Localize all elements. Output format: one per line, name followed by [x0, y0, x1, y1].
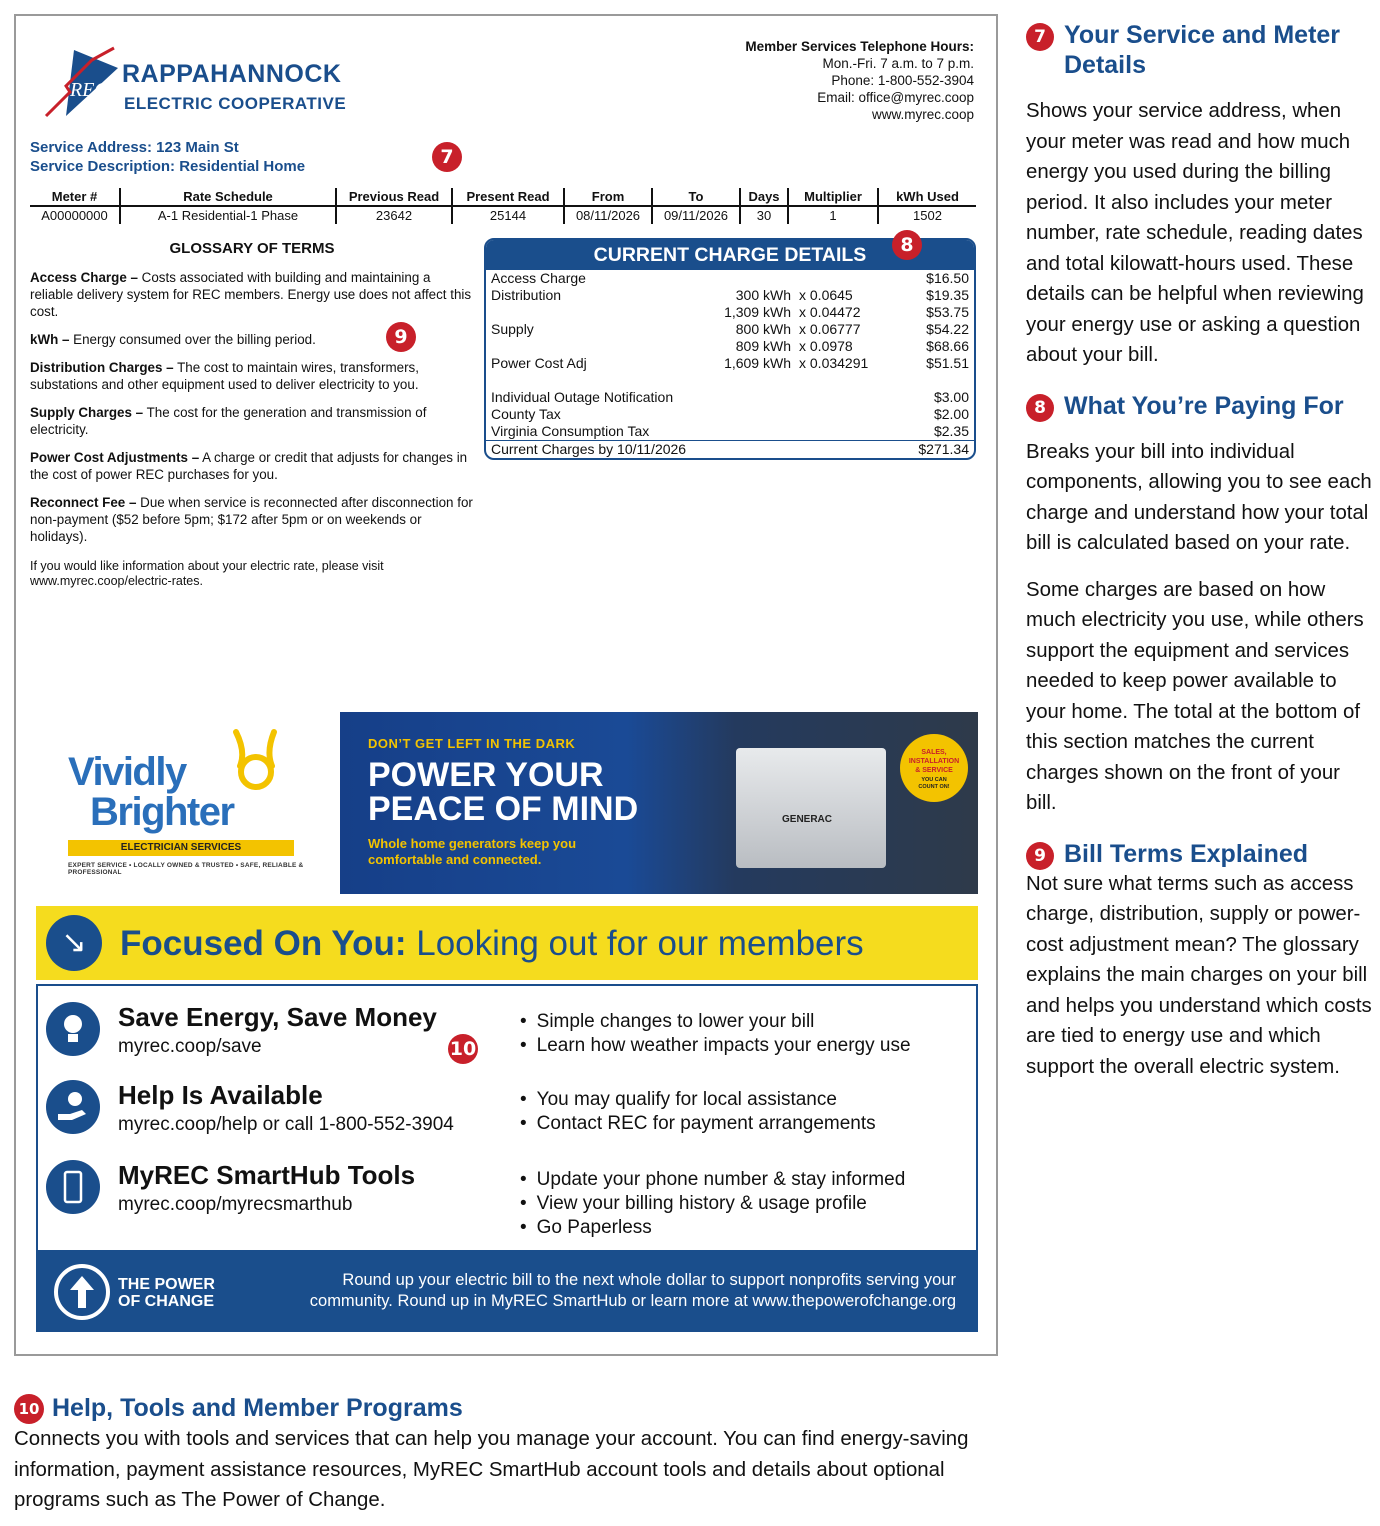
charge-rate: x 0.0978: [799, 338, 853, 354]
meter-col-header: kWh Used: [878, 188, 976, 206]
glossary-item: [30, 359, 474, 393]
meter-col-header: Previous Read: [336, 188, 452, 206]
section-7-number: 7: [1026, 23, 1054, 51]
callout-badge-8: 8: [892, 230, 922, 260]
current-charge-details: [484, 238, 976, 460]
ad-headline: [368, 758, 638, 826]
ad-headline-line2: PEACE OF MIND: [368, 790, 639, 828]
charge-label: Power Cost Adj: [491, 355, 587, 371]
power-of-change-name: [118, 1276, 215, 1310]
poc-text-line1: Round up your electric bill to the next whole dollar to support nonprofits serving your: [342, 1271, 956, 1289]
section-8-body-2: Some charges are based on how much electricity you use, while others support the equipment and services needed to keep power available to your home. The total at the bottom of this section matches the current charges shown on the front of your bill.: [1026, 578, 1364, 814]
section-10-number: 10: [14, 1394, 44, 1424]
callout-badge-10: 10: [448, 1034, 478, 1064]
bulb-swirl-icon: [226, 726, 286, 792]
days: 30: [740, 206, 788, 224]
glossary-term: Reconnect Fee –: [30, 495, 137, 510]
focused-on-you-banner: [36, 906, 978, 980]
meter-col-header: Multiplier: [788, 188, 878, 206]
kwh-used: 1502: [878, 206, 976, 224]
explanation-sidebar: [1026, 20, 1372, 1082]
logo-name-line2: ELECTRIC COOPERATIVE: [124, 94, 347, 113]
charge-rate: x 0.0645: [799, 287, 853, 303]
section-10: [14, 1392, 1004, 1516]
program-title: Save Energy, Save Money: [118, 1002, 437, 1032]
program-bullet: • Learn how weather impacts your energy use: [520, 1034, 911, 1058]
charge-amount: $2.00: [933, 406, 969, 422]
charge-row: [486, 423, 974, 440]
section-7-heading: [1026, 20, 1372, 80]
ad-kicker: DON’T GET LEFT IN THE DARK: [368, 736, 576, 751]
ad-headline-line1: POWER YOUR: [368, 756, 604, 794]
focus-title-bold: Focused On You:: [120, 924, 407, 963]
section-7-title-line1: Your Service and Meter: [1064, 21, 1341, 49]
power-of-change-text: [256, 1270, 956, 1312]
charge-rows: [486, 270, 974, 440]
glossary-term: Access Charge –: [30, 270, 138, 285]
charge-row: [486, 270, 974, 287]
section-8-number: 8: [1026, 394, 1054, 422]
meter-details-table: [30, 188, 976, 224]
glossary-item: [30, 494, 474, 545]
callout-badge-7: 7: [432, 142, 462, 172]
seal-line: COUNT ON!: [918, 784, 950, 790]
generator-advertisement: [36, 712, 978, 894]
section-9-heading: [1026, 839, 1372, 869]
charge-amount: $53.75: [926, 304, 969, 320]
ad-subtext-line1: Whole home generators keep you: [368, 836, 577, 851]
charge-amount: $68.66: [926, 338, 969, 354]
charges-title: CURRENT CHARGE DETAILS: [486, 240, 974, 270]
charge-amount: $16.50: [926, 270, 969, 286]
hand-coin-icon: [46, 1080, 100, 1134]
charge-amount: $54.22: [926, 321, 969, 337]
contact-email: Email: office@myrec.coop: [817, 90, 974, 105]
charges-total-row: [486, 440, 974, 457]
contact-web: www.myrec.coop: [871, 107, 974, 122]
contact-heading: Member Services Telephone Hours:: [745, 39, 974, 54]
sales-service-seal: [900, 734, 968, 802]
meter-col-header: From: [564, 188, 652, 206]
charge-quantity: 1,309 kWh: [724, 304, 791, 320]
seal-line: SALES,: [921, 749, 947, 756]
poc-text-line2: community. Round up in MyREC SmartHub or learn more at www.thepowerofchange.org: [309, 1292, 956, 1310]
glossary-item: [30, 449, 474, 483]
rate-schedule: A-1 Residential-1 Phase: [120, 206, 336, 224]
callout-badge-9: 9: [386, 322, 416, 352]
ad-subtext: [368, 836, 576, 868]
section-9-body: Not sure what terms such as access charge, distribution, supply or power-cost adjustment mean? The glossary explains the main charges on your bill and helps you understand which costs are tied to energy use and which support the overall electric system.: [1026, 872, 1372, 1078]
charges-total-label: Current Charges by 10/11/2026: [491, 441, 687, 457]
program-bullet: • You may qualify for local assistance: [520, 1088, 876, 1112]
generator-image: [736, 748, 886, 868]
focus-title: [120, 924, 864, 964]
program-title: Help Is Available: [118, 1080, 323, 1110]
meter-col-header: Rate Schedule: [120, 188, 336, 206]
charge-quantity: 800 kWh: [735, 321, 791, 337]
seal-line: & SERVICE: [915, 767, 953, 774]
meter-col-header: Days: [740, 188, 788, 206]
section-8-title: What You’re Paying For: [1064, 391, 1344, 420]
rec-logo-mark-text: REC: [70, 79, 108, 101]
section-9-number: 9: [1026, 842, 1054, 870]
lightbulb-icon: [46, 1002, 100, 1056]
section-7-title-line2: Details: [1064, 51, 1146, 79]
generator-ad-banner: [340, 712, 978, 894]
section-9-title: Bill Terms Explained: [1064, 839, 1309, 868]
charge-label: Supply: [491, 321, 534, 337]
glossary-definition: The cost for the generation and transmission of electricity.: [30, 405, 427, 437]
charge-label: County Tax: [491, 406, 561, 422]
program-bullet: • View your billing history & usage profile: [520, 1192, 905, 1216]
charge-quantity: 300 kWh: [735, 287, 791, 303]
glossary-of-terms: [30, 240, 474, 589]
charge-quantity: 1,609 kWh: [724, 355, 791, 371]
smartphone-icon: [46, 1160, 100, 1214]
service-address: Service Address: 123 Main St: [30, 139, 239, 156]
program-smarthub-tools: [38, 1158, 978, 1238]
program-bullet: • Contact REC for payment arrangements: [520, 1112, 876, 1136]
seal-line: INSTALLATION: [908, 758, 960, 765]
meter-table-row: [30, 206, 976, 224]
charge-rate: x 0.06777: [799, 321, 861, 337]
meter-table-header-row: [30, 188, 976, 206]
arrow-up-circle-icon: [54, 1264, 110, 1320]
charge-row: [486, 304, 974, 321]
program-bullets: [520, 1088, 876, 1136]
charge-rate: x 0.034291: [799, 355, 869, 371]
multiplier: 1: [788, 206, 878, 224]
service-description: Service Description: Residential Home: [30, 158, 306, 175]
from-date: 08/11/2026: [564, 206, 652, 224]
charge-row: [486, 372, 974, 389]
program-bullets: [520, 1168, 905, 1240]
glossary-definition: Energy consumed over the billing period.: [69, 332, 316, 347]
poc-name-line2: OF CHANGE: [118, 1293, 214, 1310]
program-url: myrec.coop/save: [118, 1036, 262, 1057]
program-bullets: [520, 1010, 911, 1058]
arrow-down-right-icon: ↘: [46, 915, 102, 971]
charge-amount: $2.35: [933, 423, 969, 439]
meter-col-header: Meter #: [30, 188, 120, 206]
meter-col-header: Present Read: [452, 188, 564, 206]
program-save-energy: [38, 1000, 978, 1070]
glossary-note: If you would like information about your electric rate, please visit www.myrec.coop/electric-rates.: [30, 559, 384, 588]
program-help-available: [38, 1078, 978, 1148]
generator-brand: GENERAC: [782, 814, 833, 825]
contact-hours: Mon.-Fri. 7 a.m. to 7 p.m.: [822, 56, 974, 71]
section-10-body: Connects you with tools and services that can help you manage your account. You can find energy-saving information, payment assistance resources, MyREC SmartHub account tools and details about optional programs such as The Power of Change.: [14, 1428, 969, 1511]
service-info: [30, 138, 305, 176]
meter-col-header: To: [652, 188, 740, 206]
contact-phone: Phone: 1-800-552-3904: [831, 73, 974, 88]
charge-row: [486, 389, 974, 406]
vb-brand-line2: Brighter: [90, 790, 234, 834]
glossary-item: [30, 404, 474, 438]
glossary-definition: Costs associated with building and maintaining a reliable delivery system for REC members. Energy use does not affect this cost.: [30, 270, 472, 319]
vividly-brighter-logo: [36, 712, 340, 894]
program-title: MyREC SmartHub Tools: [118, 1160, 416, 1190]
section-7-body: Shows your service address, when your meter was read and how much energy you used during the billing period. It also includes your meter number, rate schedule, reading dates and total kilowatt-hours used. These details can be helpful when reviewing your energy use or asking a question about your bill.: [1026, 100, 1364, 366]
glossary-definition: Due when service is reconnected after disconnection for non-payment ($52 before 5pm; $172 after 5pm or on weekends or holidays).: [30, 495, 473, 544]
logo-name-line1: RAPPAHANNOCK: [122, 60, 342, 88]
glossary-term: kWh –: [30, 332, 70, 347]
vb-brand-line1: Vividly: [68, 750, 186, 794]
charge-amount: $19.35: [926, 287, 969, 303]
charge-label: Distribution: [491, 287, 562, 303]
member-services-contact: [745, 38, 974, 123]
section-10-heading: [14, 1392, 1004, 1424]
program-bullet: • Go Paperless: [520, 1216, 905, 1240]
charge-row: [486, 321, 974, 338]
charge-label: Access Charge: [491, 270, 586, 286]
program-bullet: • Update your phone number & stay informed: [520, 1168, 905, 1192]
rec-logo: [44, 46, 364, 118]
charge-rate: x 0.04472: [799, 304, 861, 320]
section-10-title: Help, Tools and Member Programs: [52, 1394, 463, 1422]
to-date: 09/11/2026: [652, 206, 740, 224]
glossary-term: Distribution Charges –: [30, 360, 174, 375]
charge-row: [486, 355, 974, 372]
previous-read: 23642: [336, 206, 452, 224]
rec-logo-mark: [44, 46, 124, 118]
power-of-change-banner: [36, 1252, 978, 1332]
charge-label: Individual Outage Notification: [491, 389, 674, 405]
program-url: myrec.coop/myrecsmarthub: [118, 1194, 353, 1215]
glossary-term: Supply Charges –: [30, 405, 144, 420]
charge-row: [486, 287, 974, 304]
charges-total-amount: $271.34: [918, 441, 969, 457]
focus-title-rest: Looking out for our members: [406, 924, 864, 963]
charge-row: [486, 338, 974, 355]
program-bullet: • Simple changes to lower your bill: [520, 1010, 911, 1034]
charge-quantity: 809 kWh: [735, 338, 791, 354]
glossary-title: GLOSSARY OF TERMS: [169, 240, 335, 257]
vb-service-bar: ELECTRICIAN SERVICES: [68, 840, 294, 856]
charge-amount: $3.00: [933, 389, 969, 405]
charge-amount: $51.51: [926, 355, 969, 371]
bill-sample: [14, 14, 998, 1356]
present-read: 25144: [452, 206, 564, 224]
glossary-item: [30, 269, 474, 320]
section-8-heading: [1026, 391, 1372, 421]
ad-subtext-line2: comfortable and connected.: [368, 852, 542, 867]
program-url: myrec.coop/help or call 1-800-552-3904: [118, 1114, 454, 1135]
seal-line: YOU CAN: [921, 777, 947, 783]
glossary-definition: The cost to maintain wires, transformers, substations and other equipment used to deliver electricity to you.: [30, 360, 419, 392]
vb-tagline: EXPERT SERVICE • LOCALLY OWNED & TRUSTED • SAFE, RELIABLE & PROFESSIONAL: [68, 862, 304, 876]
glossary-definition: A charge or credit that adjusts for changes in the cost of power REC purchases for you.: [30, 450, 468, 482]
charge-row: [486, 406, 974, 423]
glossary-term: Power Cost Adjustments –: [30, 450, 200, 465]
poc-name-line1: THE POWER: [118, 1276, 215, 1293]
charge-label: Virginia Consumption Tax: [491, 423, 650, 439]
member-programs: [36, 984, 978, 1252]
meter-number: A00000000: [41, 208, 108, 223]
section-8-body-1: Breaks your bill into individual components, allowing you to see each charge and understand how your total bill is calculated based on your rate.: [1026, 440, 1372, 554]
